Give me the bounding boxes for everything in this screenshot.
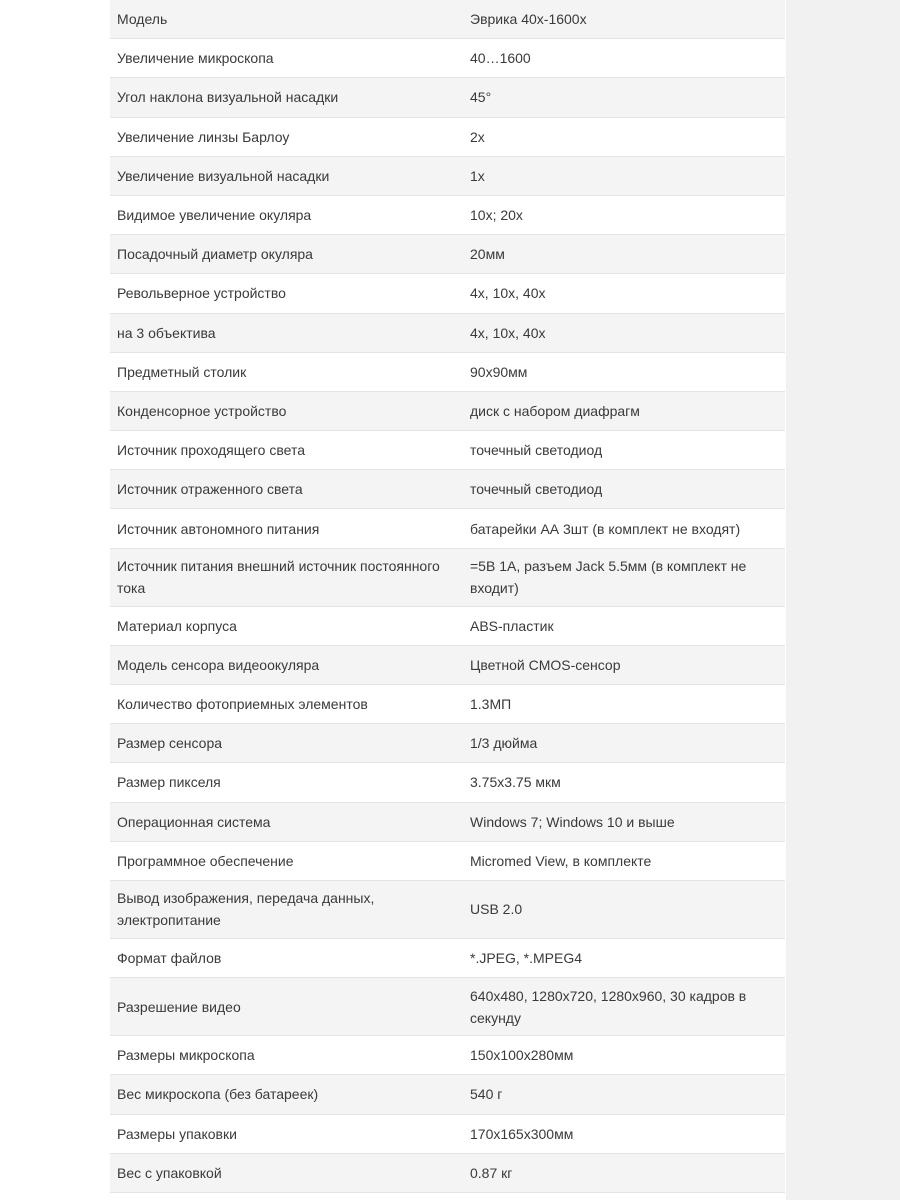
right-margin-panel xyxy=(786,0,900,1200)
spec-label: Увеличение микроскопа xyxy=(117,50,274,67)
table-row xyxy=(110,978,785,1036)
table-row xyxy=(110,881,785,939)
spec-label: Предметный столик xyxy=(117,363,247,380)
spec-value: Micromed View, в комплекте xyxy=(470,852,652,869)
table-row xyxy=(110,470,785,509)
spec-label: Количество фотоприемных элементов xyxy=(117,696,368,713)
spec-value: 20мм xyxy=(470,246,505,263)
spec-label: Материал корпуса xyxy=(117,617,237,634)
table-row xyxy=(110,314,785,353)
spec-label: Вывод изображения, передача данных, электропитание xyxy=(117,890,375,929)
spec-label: Размер сенсора xyxy=(117,735,223,752)
spec-value: 540 г xyxy=(470,1086,503,1103)
spec-label: Разрешение видео xyxy=(117,998,241,1015)
spec-value: точечный светодиод xyxy=(470,481,603,498)
spec-value: Windows 7; Windows 10 и выше xyxy=(470,813,675,830)
spec-value: 150х100х280мм xyxy=(470,1047,574,1064)
table-row xyxy=(110,392,785,431)
table-row xyxy=(110,1115,785,1154)
spec-label: Вес микроскопа (без батареек) xyxy=(117,1086,319,1103)
spec-value: батарейки АА 3шт (в комплект не входят) xyxy=(470,520,741,537)
spec-label: на 3 объектива xyxy=(117,324,216,341)
spec-value: 1.3МП xyxy=(470,696,512,713)
spec-value: 4х, 10х, 40х xyxy=(470,285,546,302)
spec-label: Револьверное устройство xyxy=(117,285,286,302)
spec-value: *.JPEG, *.MPEG4 xyxy=(470,950,583,967)
table-row xyxy=(110,685,785,724)
spec-label: Модель сенсора видеоокуляра xyxy=(117,656,320,673)
spec-label: Источник автономного питания xyxy=(117,520,320,537)
spec-label: Размеры микроскопа xyxy=(117,1047,255,1064)
table-row xyxy=(110,724,785,763)
spec-value: 3.75х3.75 мкм xyxy=(470,774,561,791)
table-row xyxy=(110,39,785,78)
spec-label: Модель xyxy=(117,11,168,28)
spec-value: диск с набором диафрагм xyxy=(470,402,640,419)
spec-label: Операционная система xyxy=(117,813,271,830)
spec-label: Источник питания внешний источник постоянного тока xyxy=(117,558,440,597)
spec-value: Эврика 40х-1600х xyxy=(470,11,587,28)
spec-value: 640х480, 1280х720, 1280х960, 30 кадров в секунду xyxy=(470,987,747,1026)
spec-label: Увеличение линзы Барлоу xyxy=(117,128,290,145)
spec-label: Увеличение визуальной насадки xyxy=(117,167,330,184)
table-row xyxy=(110,235,785,274)
table-row xyxy=(110,549,785,607)
table-row xyxy=(110,607,785,646)
spec-value: ABS-пластик xyxy=(470,617,554,634)
spec-value: 1/3 дюйма xyxy=(470,735,538,752)
table-row xyxy=(110,196,785,235)
spec-value: 90х90мм xyxy=(470,363,528,380)
table-row xyxy=(110,939,785,978)
spec-value: точечный светодиод xyxy=(470,442,603,459)
table-row xyxy=(110,78,785,117)
spec-value: 45° xyxy=(470,89,492,106)
table-row xyxy=(110,118,785,157)
table-row xyxy=(110,1036,785,1075)
spec-value: 2х xyxy=(470,128,485,145)
spec-label: Источник отраженного света xyxy=(117,481,303,498)
table-row xyxy=(110,803,785,842)
spec-value: 1х xyxy=(470,167,485,184)
table-row xyxy=(110,353,785,392)
table-row xyxy=(110,157,785,196)
spec-label: Посадочный диаметр окуляра xyxy=(117,246,313,263)
table-row xyxy=(110,431,785,470)
spec-label: Источник проходящего света xyxy=(117,442,305,459)
spec-value: USB 2.0 xyxy=(470,901,523,918)
table-row xyxy=(110,1075,785,1114)
spec-label: Программное обеспечение xyxy=(117,852,294,869)
spec-value: 170х165х300мм xyxy=(470,1125,574,1142)
spec-label: Конденсорное устройство xyxy=(117,402,287,419)
table-row xyxy=(110,0,785,39)
spec-label: Угол наклона визуальной насадки xyxy=(117,89,339,106)
spec-table xyxy=(110,0,785,1193)
table-row xyxy=(110,842,785,881)
spec-label: Размеры упаковки xyxy=(117,1125,237,1142)
spec-value: Цветной CMOS-сенсор xyxy=(470,656,621,673)
spec-label: Размер пикселя xyxy=(117,774,221,791)
spec-label: Вес с упаковкой xyxy=(117,1164,222,1181)
table-row xyxy=(110,646,785,685)
table-row xyxy=(110,509,785,548)
spec-value: 0.87 кг xyxy=(470,1164,513,1181)
spec-value: 40…1600 xyxy=(470,50,531,67)
spec-value: 4х, 10х, 40х xyxy=(470,324,546,341)
spec-value: 10х; 20х xyxy=(470,207,523,224)
table-row xyxy=(110,274,785,313)
table-row xyxy=(110,1154,785,1193)
spec-value: =5В 1А, разъем Jack 5.5мм (в комплект не входит) xyxy=(470,558,747,597)
spec-label: Видимое увеличение окуляра xyxy=(117,207,312,224)
table-row xyxy=(110,763,785,802)
spec-label: Формат файлов xyxy=(117,950,222,967)
